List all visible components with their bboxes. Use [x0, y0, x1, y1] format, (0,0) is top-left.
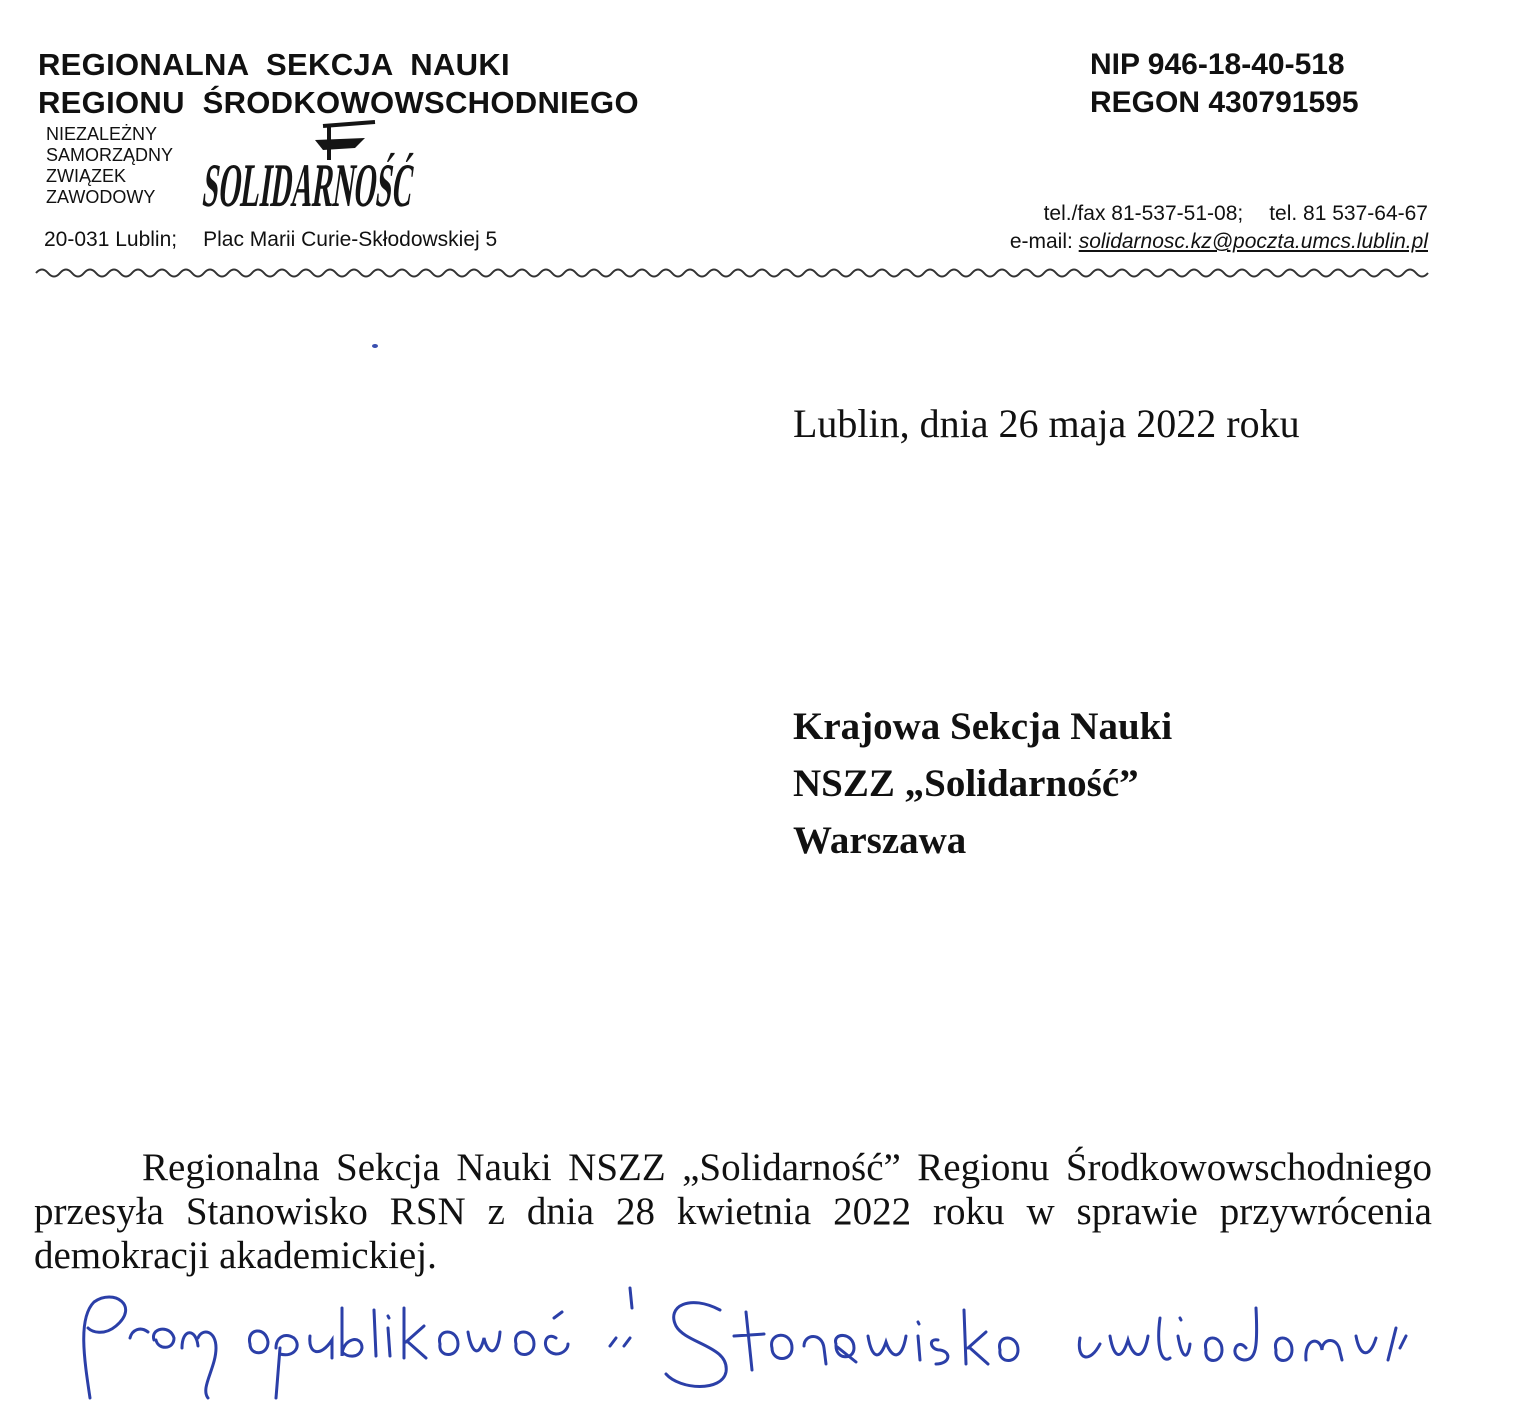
street-address: Plac Marii Curie-Skłodowskiej 5	[203, 228, 498, 251]
organization-name-line2: REGIONU ŚRODKOWOWSCHODNIEGO	[38, 85, 639, 120]
regon-number: REGON 430791595	[1090, 86, 1359, 119]
letter-body-text: Regionalna Sekcja Nauki NSZZ „Solidarność” Regionu Środkowowschodniego przesyła Stanowisko RSN z dnia 28 kwietnia 2022 roku w sprawie przywrócenia demokracji akademickiej.	[34, 1146, 1432, 1277]
letter-date: Lublin, dnia 26 maja 2022 roku	[793, 401, 1300, 446]
nip-number: NIP 946-18-40-518	[1090, 48, 1345, 81]
recipient-line: Krajowa Sekcja Nauki	[793, 705, 1173, 748]
telfax-number: tel./fax 81-537-51-08;	[1043, 202, 1244, 225]
svg-text:SOLIDARNOŚĆ: SOLIDARNOŚĆ	[198, 151, 664, 220]
email-line	[1010, 228, 1428, 256]
postal-code-city: 20-031 Lublin;	[44, 228, 178, 251]
wavy-divider	[36, 262, 1410, 284]
recipient-line: Warszawa	[793, 819, 967, 862]
registration-ids	[1090, 46, 1359, 122]
letter-body	[34, 1146, 1432, 1278]
email-link[interactable]: solidarnosc.kz@poczta.umcs.lublin.pl	[1078, 230, 1428, 253]
organization-name	[38, 46, 639, 122]
contact-info	[1010, 200, 1428, 256]
union-name-line: NIEZALEŻNY	[46, 124, 158, 144]
ink-speck	[372, 344, 378, 348]
phone-number: tel. 81 537-64-67	[1269, 202, 1428, 225]
handwritten-note	[70, 1288, 1532, 1404]
solidarnosc-logo	[198, 120, 664, 220]
recipient-address	[793, 698, 1172, 869]
union-name-line: SAMORZĄDNY	[46, 145, 174, 165]
email-label: e-mail:	[1009, 230, 1073, 253]
union-name	[46, 124, 173, 208]
phone-numbers	[1010, 200, 1428, 228]
union-name-line: ZAWODOWY	[46, 187, 156, 207]
postal-address	[44, 228, 497, 252]
organization-name-line1: REGIONALNA SEKCJA NAUKI	[38, 47, 510, 82]
recipient-line: NSZZ „Solidarność”	[793, 762, 1139, 805]
union-name-line: ZWIĄZEK	[46, 166, 126, 186]
